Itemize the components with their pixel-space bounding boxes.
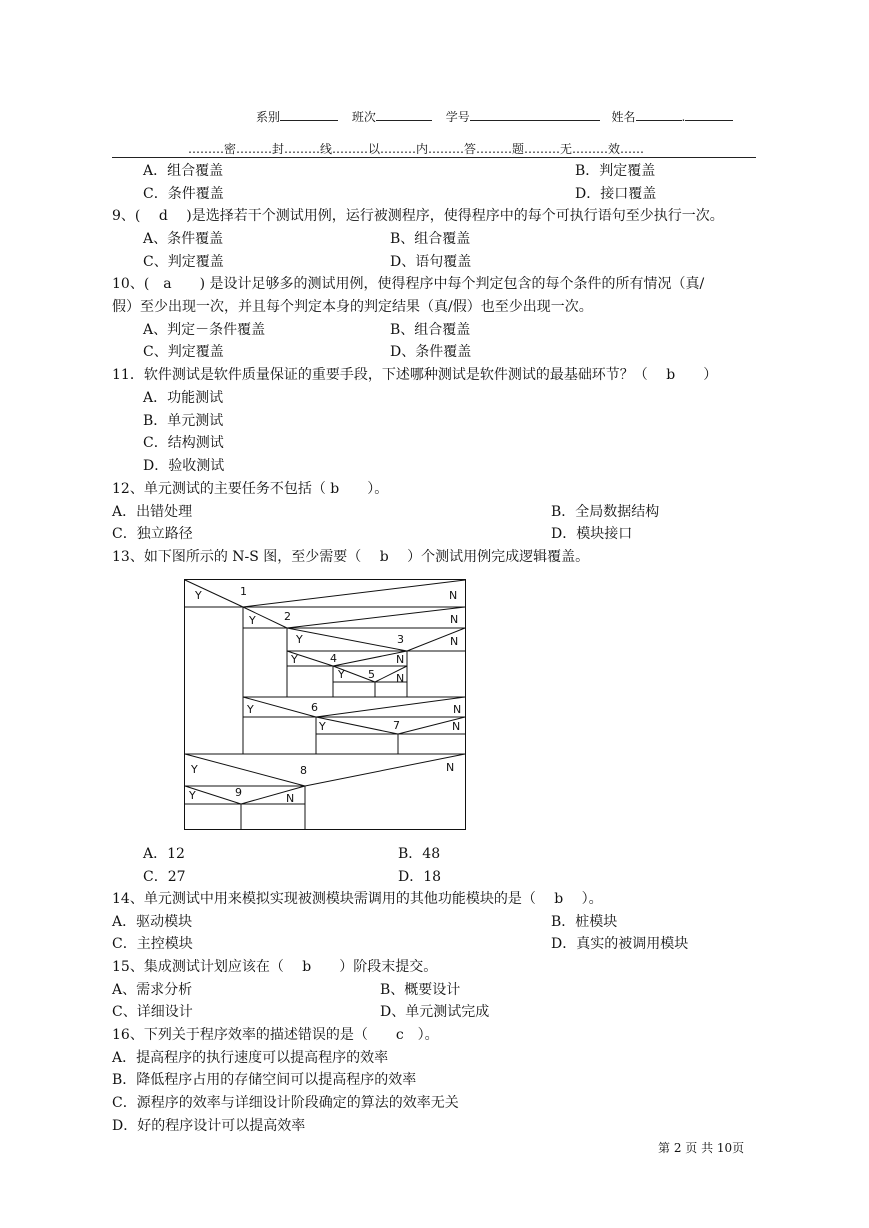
q9-stem: 9、( d )是选择若干个测试用例，运行被测程序，使得程序中的每个可执行语句至少执行一次。 [112,208,724,224]
seal-line-text: ………密………封………线………以………内………答………题………无………效…… [188,142,645,156]
ns-diagram [183,578,468,832]
ns-node-label: 9 [235,786,242,799]
q15-option-b: B、概要设计 [380,982,461,998]
page-number: 第 2 页 共 10页 [658,1141,745,1155]
q13-stem: 13、如下图所示的 N-S 图，至少需要（ b ）个测试用例完成逻辑覆盖。 [112,549,590,565]
ns-slant [316,717,398,734]
q11-option-c: C．结构测试 [143,435,224,451]
name-dot: . [681,110,686,124]
q10-option-d: D、条件覆盖 [390,344,472,360]
dept-label: 系别 [256,110,281,124]
ns-node-label: 1 [240,585,247,598]
ns-no-label: N [452,720,461,733]
q8-option-a: A．组合覆盖 [143,163,224,179]
name-label: 姓名 [611,110,636,124]
q15-option-a: A、需求分析 [112,982,193,998]
id-label: 学号 [445,110,470,124]
q14-option-d: D．真实的被调用模块 [551,936,689,952]
ns-node-label: 8 [300,764,307,777]
ns-no-label: N [453,703,462,716]
q16-option-b: B．降低程序占用的存储空间可以提高程序的效率 [112,1072,417,1088]
q9-option-b: B、组合覆盖 [390,231,471,247]
q13-option-d: D．18 [398,869,442,885]
q13-option-a: A．12 [143,846,185,862]
q8-option-d: D．接口覆盖 [575,186,657,202]
q10-option-b: B、组合覆盖 [390,322,471,338]
ns-yes-label: Y [338,668,345,681]
q10-option-c: C、判定覆盖 [143,344,224,360]
q11-stem: 11．软件测试是软件质量保证的重要手段，下述哪种测试是软件测试的最基础环节？（ b ） [112,367,718,383]
class-blank [376,108,432,121]
ns-no-label: N [446,761,455,774]
q14-stem: 14、单元测试中用来模拟实现被测模块需调用的其他功能模块的是（ b ）。 [112,891,603,907]
q14-option-b: B．桩模块 [551,914,618,930]
ns-slant [241,786,305,804]
ns-yes-label: Y [249,614,256,627]
q9-option-c: C、判定覆盖 [143,254,224,270]
ns-no-label: N [286,792,295,805]
q14-option-a: A．驱动模块 [112,914,193,930]
ns-no-label: N [450,613,459,626]
dept-blank [280,108,338,121]
q13-option-b: B．48 [398,846,441,862]
q8-option-c: C．条件覆盖 [143,186,224,202]
q15-stem: 15、集成测试计划应该在（ b ）阶段末提交。 [112,959,438,975]
q10-option-a: A、判定－条件覆盖 [143,322,266,338]
q13-option-c: C．27 [143,869,186,885]
ns-slant [305,754,465,786]
q9-option-a: A、条件覆盖 [143,231,224,247]
q15-option-c: C、详细设计 [112,1004,193,1020]
ns-yes-label: Y [247,703,254,716]
ns-no-label: N [396,653,405,666]
ns-yes-label: Y [195,589,202,602]
ns-slant [243,580,465,607]
ns-slant [185,754,305,786]
student-info-line [256,108,733,126]
q16-stem: 16、下列关于程序效率的描述错误的是（ c ）。 [112,1027,439,1043]
ns-slant [243,697,316,717]
ns-node-label: 3 [397,633,404,646]
ns-slant [316,697,465,717]
q12-stem: 12、单元测试的主要任务不包括（ b ）。 [112,481,389,497]
id-blank [470,108,600,121]
ns-yes-label: Y [189,789,196,802]
q9-option-d: D、语句覆盖 [390,254,472,270]
ns-slant [287,628,407,651]
ns-yes-label: Y [319,720,326,733]
q11-option-a: A．功能测试 [143,390,224,406]
ns-no-label: N [449,589,458,602]
q16-option-d: D．好的程序设计可以提高效率 [112,1118,306,1134]
ns-node-label: 7 [393,719,400,732]
q10-stem-line1: 10、( a ) 是设计足够多的测试用例，使得程序中每个判定包含的每个条件的所有情况（真/ [112,276,705,292]
q16-option-a: A．提高程序的执行速度可以提高程序的效率 [112,1050,389,1066]
q14-option-c: C．主控模块 [112,936,193,952]
ns-yes-label: Y [296,633,303,646]
header-rule [112,157,756,158]
name-blank-2 [685,108,733,121]
name-blank [636,108,682,121]
ns-slant [185,580,243,607]
q11-option-d: D．验收测试 [143,458,225,474]
ns-node-label: 6 [311,701,318,714]
ns-outer-frame [185,580,466,830]
q10-stem-line2: 假）至少出现一次，并且每个判定本身的判定结果（真/假）也至少出现一次。 [112,299,593,315]
ns-no-label: N [396,672,405,685]
ns-yes-label: Y [191,763,198,776]
q15-option-d: D、单元测试完成 [380,1004,490,1020]
q12-option-c: C．独立路径 [112,526,193,542]
q8-option-b: B．判定覆盖 [575,163,656,179]
class-label: 班次 [351,110,376,124]
ns-no-label: N [450,635,459,648]
q16-option-c: C．源程序的效率与详细设计阶段确定的算法的效率无关 [112,1095,459,1111]
ns-yes-label: Y [291,653,298,666]
q12-option-b: B．全局数据结构 [551,504,660,520]
q12-option-d: D．模块接口 [551,526,633,542]
ns-node-label: 5 [368,668,375,681]
ns-node-label: 2 [284,610,291,623]
q12-option-a: A．出错处理 [112,504,193,520]
q11-option-b: B．单元测试 [143,413,224,429]
ns-slant [287,607,465,628]
ns-node-label: 4 [330,652,337,665]
